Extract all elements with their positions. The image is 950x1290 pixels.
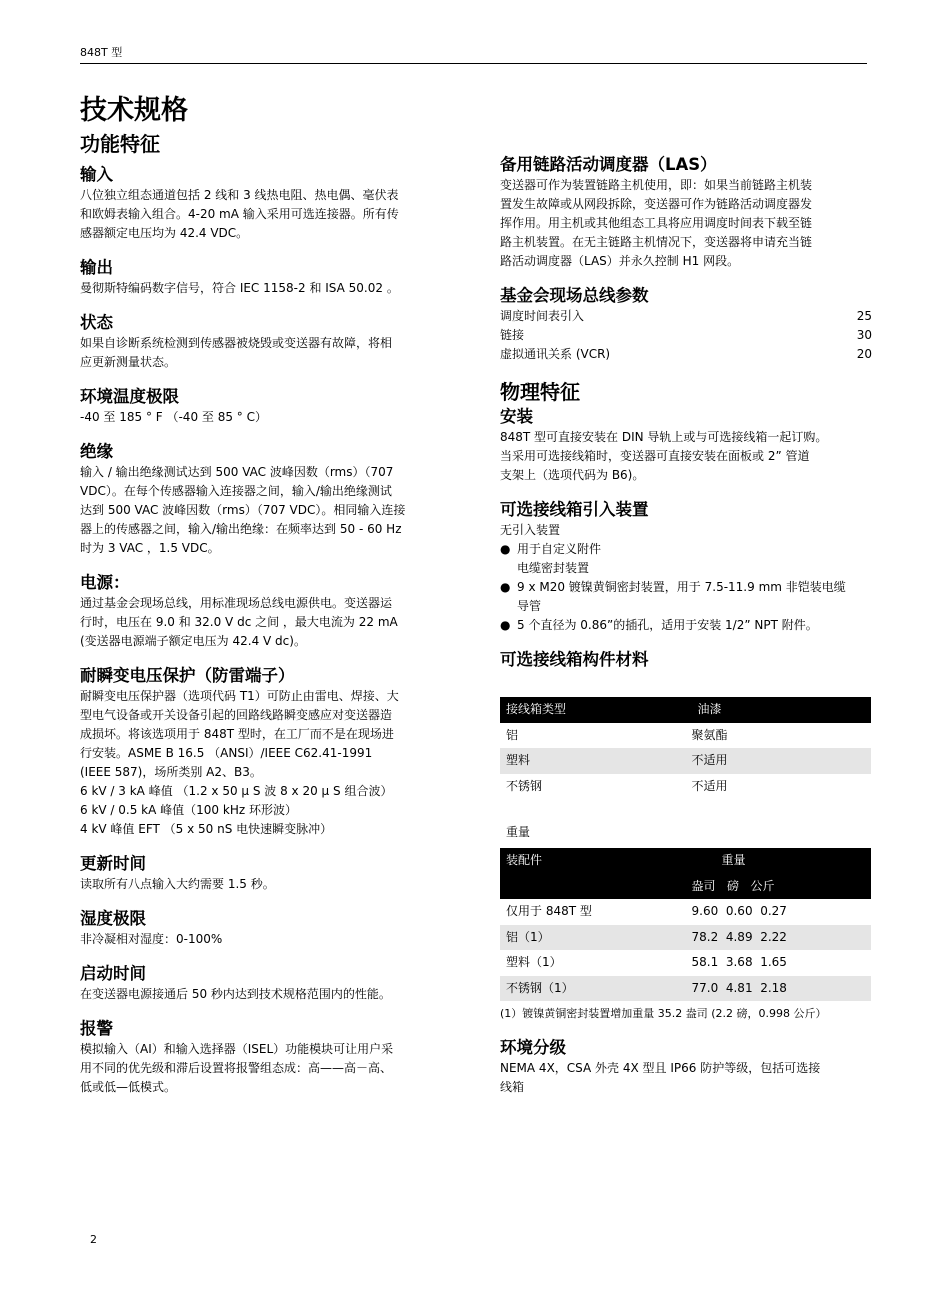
spec-title: 环境温度极限 xyxy=(80,387,179,406)
spec-alarm xyxy=(80,1018,452,1097)
text-line: 输入 / 输出绝缘测试达到 500 VAC 波峰因数（rms）（707 xyxy=(80,465,394,479)
table-row xyxy=(500,774,871,800)
spec-startup xyxy=(80,963,452,1004)
bullet-text: 5 个直径为 0.86”的插孔，适用于安装 1/2” NPT 附件。 xyxy=(517,618,818,632)
text-line: 行安装。ASME B 16.5 （ANSI）/IEEE C62.41-1991 xyxy=(80,746,373,760)
text-line: 时为 3 VAC ，1.5 VDC。 xyxy=(80,541,220,555)
spec-transient xyxy=(80,665,452,839)
spec-environment xyxy=(500,1037,872,1097)
text-line: 848T 型可直接安装在 DIN 导轨上或与可选接线箱一起订购。 xyxy=(500,430,828,444)
param-value: 20 xyxy=(856,347,872,361)
bullet-icon: ● xyxy=(500,618,511,632)
spec-title: 状态 xyxy=(80,313,113,332)
text-line: 6 kV / 0.5 kA 峰值（100 kHz 环形波） xyxy=(80,803,297,817)
text-line: 置发生故障或从网段拆除，变送器可作为链路活动调度器发 xyxy=(500,197,813,211)
unit-kg: 公斤 xyxy=(750,878,775,893)
table-header-cell: 油漆 xyxy=(686,697,872,723)
table-row xyxy=(500,950,871,976)
table-cell: 铝 xyxy=(506,727,519,742)
text-line: 非冷凝相对湿度：0-100% xyxy=(80,932,223,946)
text-line: (IEEE 587)，场所类别 A2、B3。 xyxy=(80,765,262,779)
text-line: 耐瞬变电压保护器（选项代码 T1）可防止由雷电、焊接、大 xyxy=(80,689,399,703)
section-title-functional: 功能特征 xyxy=(80,132,160,156)
spec-body xyxy=(80,463,452,558)
text-line: 线箱 xyxy=(500,1080,525,1094)
bullet-text: 用于自定义附件 xyxy=(517,542,602,556)
bullet-subtext: 导管 xyxy=(517,599,542,613)
spec-title: 可选接线箱引入装置 xyxy=(500,500,649,519)
text-line: 用不同的优先级和滞后设置将报警组态成：高——高－高、 xyxy=(80,1061,393,1075)
spec-body xyxy=(80,408,452,427)
spec-entry xyxy=(500,499,872,635)
spec-body xyxy=(80,930,452,949)
param-label: 链接 xyxy=(500,328,525,342)
text-line: 成损坏。将该选项用于 848T 型时，在工厂而不是在现场进 xyxy=(80,727,394,741)
table-cell: 铝（1） xyxy=(500,925,686,951)
spec-title: 备用链路活动调度器（LAS） xyxy=(500,155,717,174)
spec-materials xyxy=(500,649,872,1023)
spec-title: 可选接线箱构件材料 xyxy=(500,650,649,669)
text-line: 型电气设备或开关设备引起的回路线路瞬变感应对变送器造 xyxy=(80,708,393,722)
spec-title: 湿度极限 xyxy=(80,909,146,928)
table-row xyxy=(500,976,871,1002)
table-cell: 仅用于 848T 型 xyxy=(506,904,592,919)
weight-table xyxy=(500,848,871,1001)
text-line: 支架上（选项代码为 B6)。 xyxy=(500,468,645,482)
table-header-row xyxy=(500,697,871,723)
spec-title: 基金会现场总线参数 xyxy=(500,286,649,305)
bullet-item xyxy=(500,578,872,597)
section-title-physical: 物理特征 xyxy=(500,380,580,404)
spec-title: 报警 xyxy=(80,1019,113,1038)
header-model: 848T 型 xyxy=(80,46,123,59)
spec-body xyxy=(500,428,872,485)
spec-las xyxy=(500,154,872,271)
text-line: NEMA 4X，CSA 外壳 4X 型且 IP66 防护等级，包括可选接 xyxy=(500,1061,821,1075)
spec-status xyxy=(80,312,452,372)
param-row xyxy=(500,326,872,345)
table-header-row xyxy=(500,848,871,874)
text-line: 行时，电压在 9.0 和 32.0 V dc 之间 ，最大电流为 22 mA xyxy=(80,615,398,629)
text-line: 当采用可选接线箱时，变送器可直接安装在面板或 2” 管道 xyxy=(500,449,810,463)
spec-title: 输入 xyxy=(80,165,113,184)
table-header-cell: 装配件 xyxy=(500,848,686,874)
param-label: 调度时间表引入 xyxy=(500,309,585,323)
weight-values: 78.2 4.89 2.22 xyxy=(686,925,872,951)
text-line: 器上的传感器之间，输入/输出绝缘：在频率达到 50 - 60 Hz xyxy=(80,522,402,536)
text-line: 读取所有八点输入大约需要 1.5 秒。 xyxy=(80,877,275,891)
text-line: 达到 500 VAC 波峰因数（rms）（707 VDC）。相同输入连接 xyxy=(80,503,406,517)
text-line: 路活动调度器（LAS）并永久控制 H1 网段。 xyxy=(500,254,740,268)
spec-body xyxy=(80,687,452,839)
text-line: 挥作用。用主机或其他组态工具将应用调度时间表下载至链 xyxy=(500,216,813,230)
table-header-cell: 重量 xyxy=(686,848,872,874)
table-cell: 塑料 xyxy=(500,748,686,774)
left-column xyxy=(80,130,452,1111)
spec-body xyxy=(500,1059,872,1097)
weight-values: 58.1 3.68 1.65 xyxy=(691,955,787,970)
bullet-subtext: 电缆密封装置 xyxy=(517,561,590,575)
bullet-item xyxy=(500,540,872,559)
param-label: 虚拟通讯关系 (VCR) xyxy=(500,347,611,361)
unit-lb: 磅 xyxy=(726,878,739,893)
spec-body xyxy=(80,334,452,372)
spec-input xyxy=(80,164,452,243)
text-line: 曼彻斯特编码数字信号，符合 IEC 1158-2 和 ISA 50.02 。 xyxy=(80,281,399,295)
units-cell xyxy=(686,874,872,900)
table-row xyxy=(500,899,871,925)
spec-humidity xyxy=(80,908,452,949)
bullet-item xyxy=(500,616,872,635)
bullet-icon: ● xyxy=(500,542,511,556)
text-line: VDC）。在每个传感器输入连接器之间，输入/输出绝缘测试 xyxy=(80,484,392,498)
page-number: 2 xyxy=(90,1233,97,1246)
weight-footnote: (1）镀镍黄铜密封装置增加重量 35.2 盎司 (2.2 磅，0.998 公斤） xyxy=(500,1007,827,1020)
spec-title: 耐瞬变电压保护（防雷端子） xyxy=(80,666,295,685)
spec-body xyxy=(80,875,452,894)
spec-body xyxy=(80,1040,452,1097)
spec-ambient xyxy=(80,386,452,427)
spec-title: 更新时间 xyxy=(80,854,146,873)
text-line: 和欧姆表输入组合。4-20 mA 输入采用可选连接器。所有传 xyxy=(80,207,399,221)
spec-ff-params xyxy=(500,285,872,364)
text-line: 在变送器电源接通后 50 秒内达到技术规格范围内的性能。 xyxy=(80,987,391,1001)
table-row xyxy=(500,723,871,749)
document-title: 技术规格 xyxy=(80,95,188,126)
spec-body xyxy=(500,176,872,271)
text-line: 感器额定电压均为 42.4 VDC。 xyxy=(80,226,249,240)
text-line: 应更新测量状态。 xyxy=(80,355,177,369)
text-line: -40 至 185 ° F （-40 至 85 ° C） xyxy=(80,410,267,424)
param-value: 25 xyxy=(856,309,872,323)
param-row xyxy=(500,345,872,364)
unit-oz: 盎司 xyxy=(691,878,716,893)
table-header-cell: 接线箱类型 xyxy=(500,697,686,723)
table-units-row xyxy=(500,874,871,900)
spec-title: 安装 xyxy=(500,407,533,426)
param-row xyxy=(500,307,872,326)
text-line: 6 kV / 3 kA 峰值 （1.2 x 50 μ S 波 8 x 20 μ S 组合波） xyxy=(80,784,393,798)
spec-title: 电源： xyxy=(80,573,130,592)
weight-values: 9.60 0.60 0.27 xyxy=(691,904,787,919)
spec-body xyxy=(80,186,452,243)
spec-body xyxy=(80,279,452,298)
table-row xyxy=(500,925,871,951)
spec-isolation xyxy=(80,441,452,558)
text-line: 低或低—低模式。 xyxy=(80,1080,177,1094)
text-line: 4 kV 峰值 EFT （5 x 50 nS 电快速瞬变脉冲） xyxy=(80,822,333,836)
page-header xyxy=(80,44,867,64)
table-cell: 不适用 xyxy=(691,778,728,793)
entry-intro: 无引入装置 xyxy=(500,523,561,537)
spec-power xyxy=(80,572,452,651)
table-cell: 不锈钢（1） xyxy=(500,976,686,1002)
weight-label: 重量 xyxy=(506,825,531,839)
spec-title: 绝缘 xyxy=(80,442,113,461)
spec-body xyxy=(80,594,452,651)
table-row xyxy=(500,748,871,774)
spec-title: 环境分级 xyxy=(500,1038,566,1057)
text-line: 变送器可作为装置链路主机使用，即：如果当前链路主机装 xyxy=(500,178,813,192)
text-line: 通过基金会现场总线，用标准现场总线电源供电。变送器运 xyxy=(80,596,393,610)
text-line: (变送器电源端子额定电压为 42.4 V dc)。 xyxy=(80,634,306,648)
spec-title: 输出 xyxy=(80,258,113,277)
text-line: 路主机装置。在无主链路主机情况下，变送器将申请充当链 xyxy=(500,235,813,249)
table-cell: 不适用 xyxy=(686,748,872,774)
spec-title: 启动时间 xyxy=(80,964,146,983)
right-column xyxy=(500,154,872,1111)
bullet-text: 9 x M20 镀镍黄铜密封装置，用于 7.5-11.9 mm 非铠装电缆 xyxy=(517,580,846,594)
spec-body xyxy=(80,985,452,1004)
text-line: 模拟输入（AI）和输入选择器（ISEL）功能模块可让用户采 xyxy=(80,1042,394,1056)
text-line: 八位独立组态通道包括 2 线和 3 线热电阻、热电偶、毫伏表 xyxy=(80,188,399,202)
table-cell: 不锈钢 xyxy=(506,778,543,793)
materials-table xyxy=(500,697,871,799)
spec-output xyxy=(80,257,452,298)
param-value: 30 xyxy=(856,328,872,342)
spec-mounting xyxy=(500,406,872,485)
text-line: 如果自诊断系统检测到传感器被烧毁或变送器有故障，将相 xyxy=(80,336,393,350)
spec-update xyxy=(80,853,452,894)
ff-params-list xyxy=(500,307,872,364)
table-cell: 塑料（1） xyxy=(506,955,562,970)
weight-values: 77.0 4.81 2.18 xyxy=(686,976,872,1002)
bullet-icon: ● xyxy=(500,580,511,594)
table-cell: 聚氨酯 xyxy=(691,727,728,742)
